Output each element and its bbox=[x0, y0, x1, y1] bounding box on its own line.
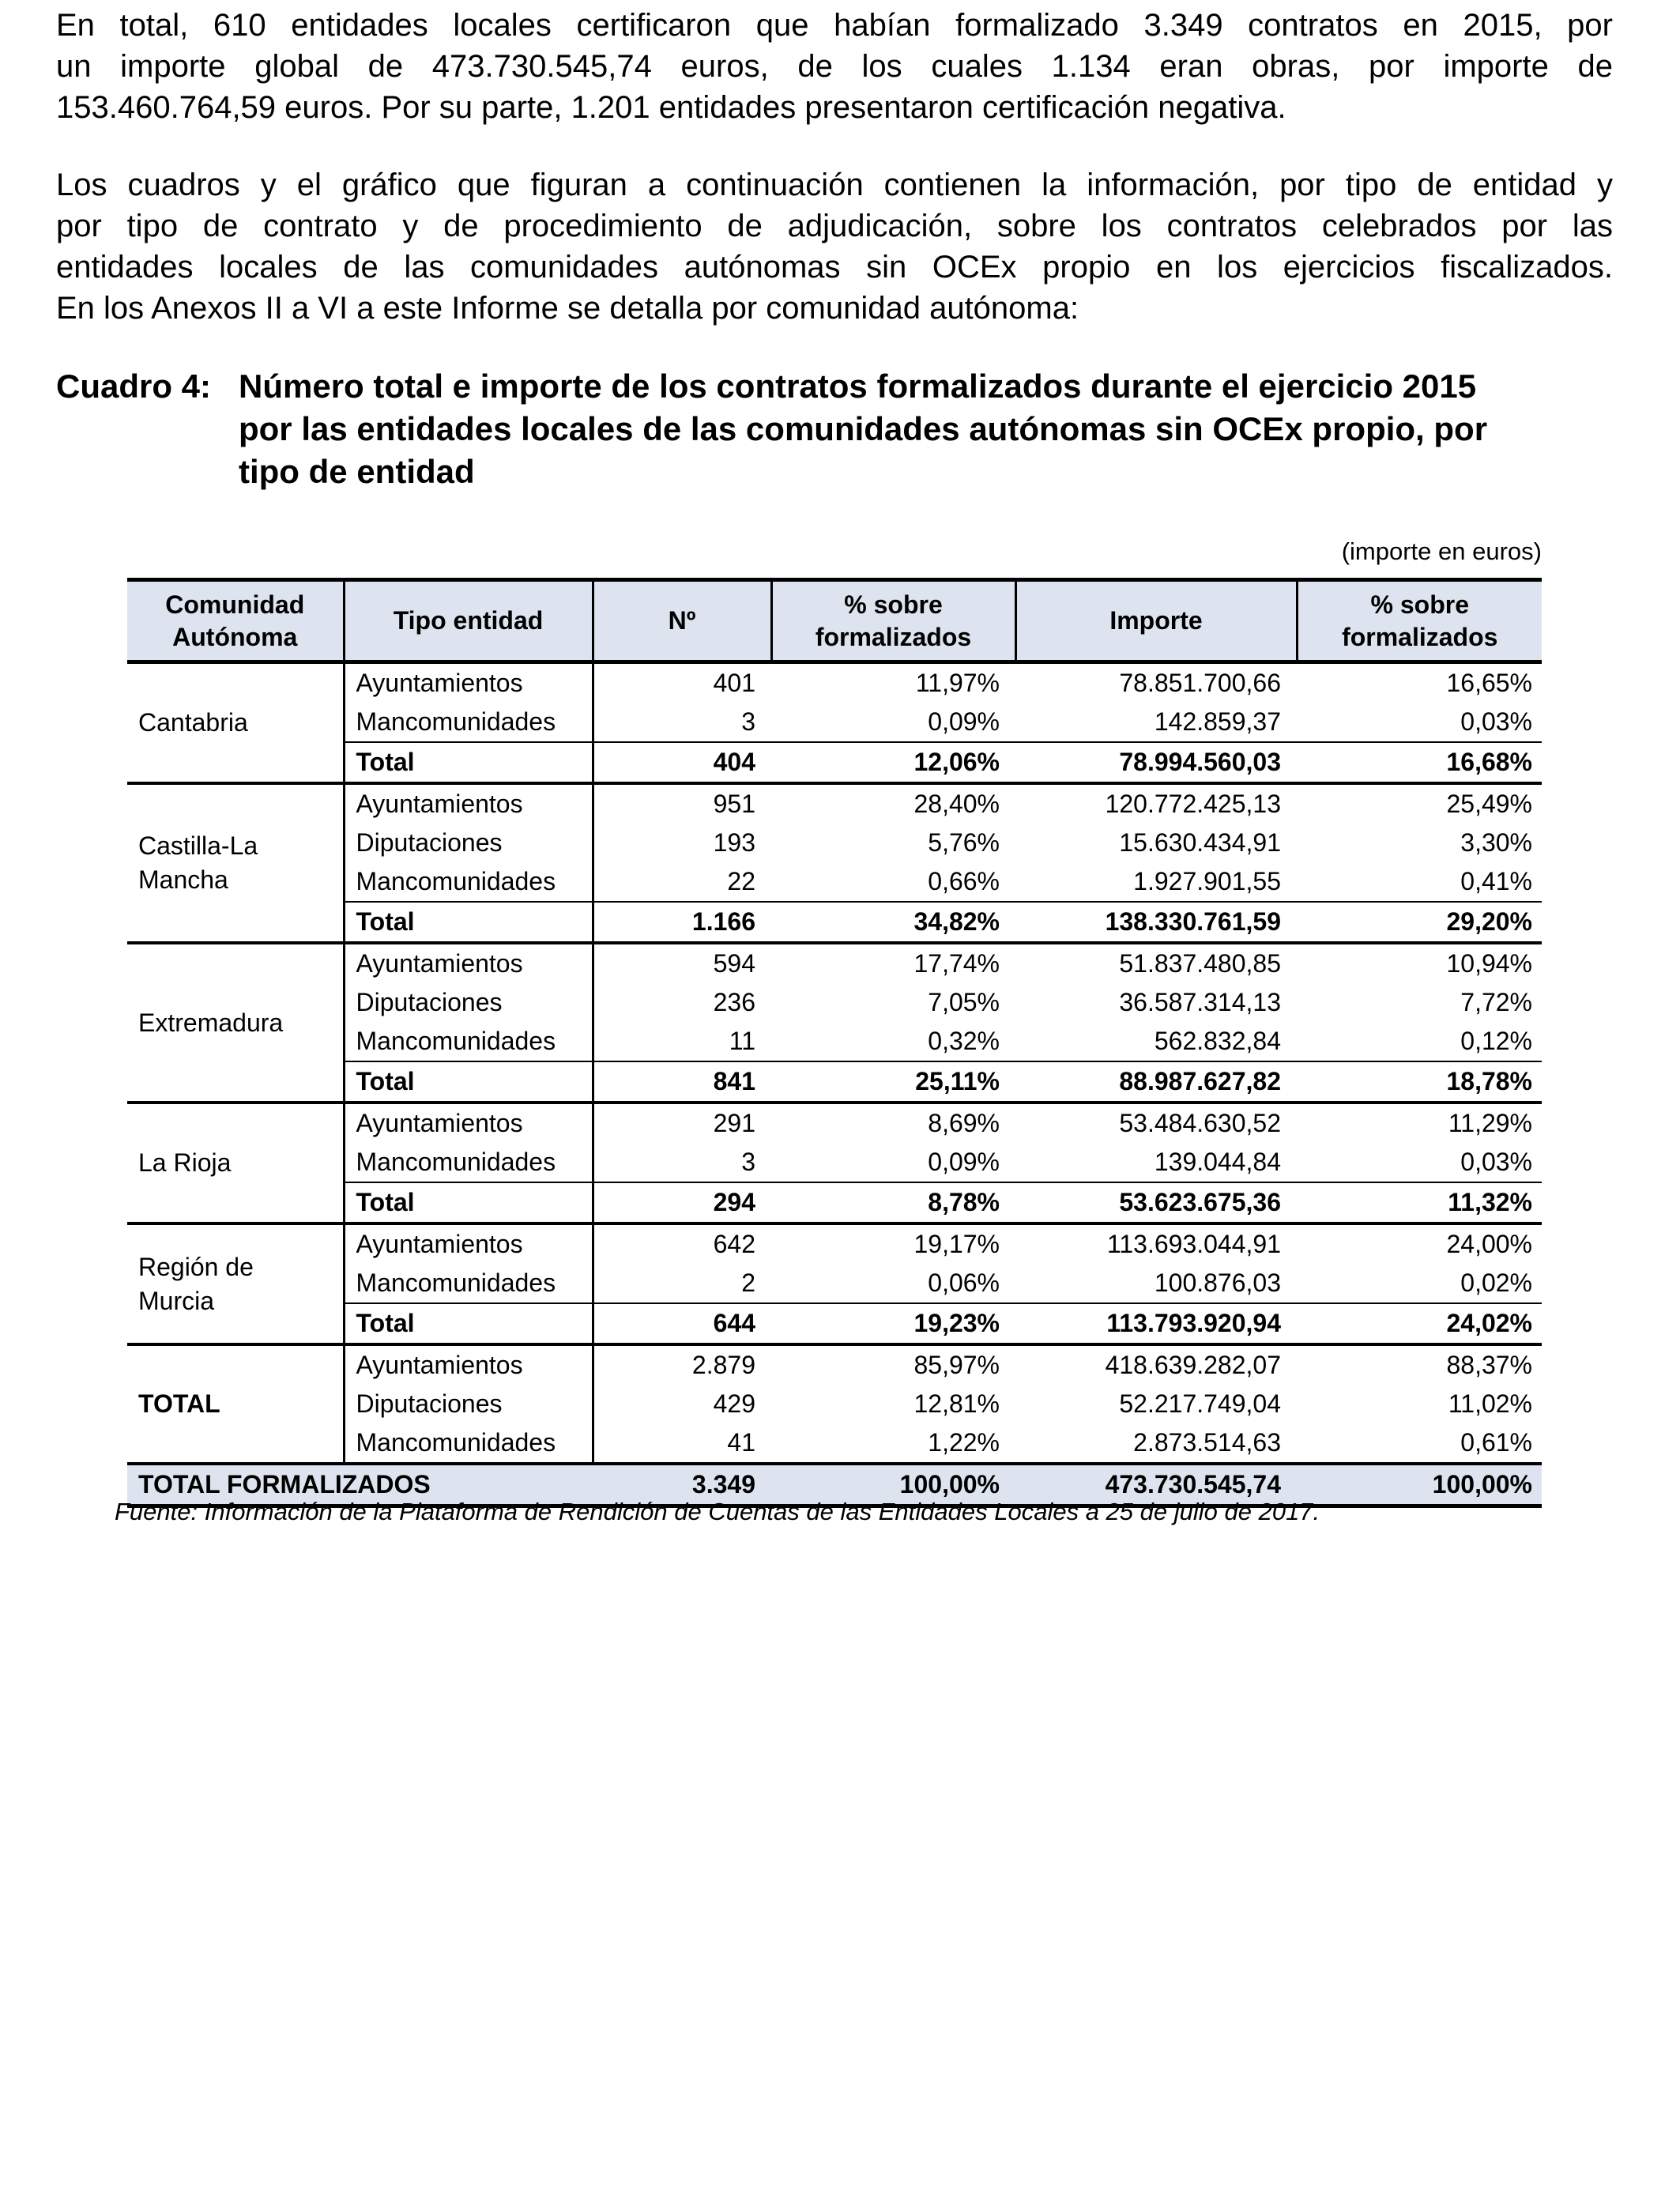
cell-numero: 841 bbox=[593, 1061, 771, 1103]
cell-numero: 401 bbox=[593, 662, 771, 703]
cell-importe: 78.851.700,66 bbox=[1119, 669, 1281, 697]
cell-pct-importe: 0,41% bbox=[1460, 867, 1532, 895]
cell-pct-importe: 24,00% bbox=[1446, 1230, 1532, 1258]
cell-tipo: Total bbox=[344, 1061, 593, 1103]
cell-importe: 113.793.920,94 bbox=[1015, 1303, 1297, 1344]
cell-importe: 51.837.480,85 bbox=[1119, 949, 1281, 978]
cell-importe: 120.772.425,13 bbox=[1105, 790, 1281, 818]
cell-numero: 2.879 bbox=[593, 1344, 771, 1385]
cell-tipo: Mancomunidades bbox=[344, 1022, 593, 1061]
grand-total-label: TOTAL FORMALIZADOS bbox=[127, 1464, 593, 1506]
cell-pct-importe: 16,65% bbox=[1446, 669, 1532, 697]
cell-pct-numero: 0,09% bbox=[928, 707, 1000, 736]
cell-tipo: Mancomunidades bbox=[344, 862, 593, 902]
cell-pct-importe: 10,94% bbox=[1446, 949, 1532, 978]
cell-numero: 1.166 bbox=[593, 902, 771, 943]
cell-tipo: Mancomunidades bbox=[344, 1423, 593, 1464]
cell-pct-importe: 88,37% bbox=[1446, 1351, 1532, 1379]
text-line: un importe global de 473.730.545,74 euros, de los cuales 1.134 eran obras, por importe de bbox=[56, 49, 1613, 84]
context-paragraph bbox=[56, 164, 1613, 329]
cell-tipo: Total bbox=[344, 742, 593, 783]
table-row bbox=[127, 1223, 1542, 1264]
cell-numero: 291 bbox=[593, 1103, 771, 1143]
intro-paragraph bbox=[56, 5, 1613, 128]
cell-tipo: Diputaciones bbox=[344, 824, 593, 862]
cell-pct-numero: 1,22% bbox=[928, 1428, 1000, 1457]
cell-pct-importe: 0,02% bbox=[1460, 1269, 1532, 1297]
cell-importe: 78.994.560,03 bbox=[1015, 742, 1297, 783]
source-note: Fuente: Información de la Plataforma de Rendición de Cuentas de las Entidades Locales a 25 de julio de 2017. bbox=[115, 1498, 1320, 1525]
cell-importe: 53.623.675,36 bbox=[1015, 1182, 1297, 1223]
grand-total-numero: 3.349 bbox=[593, 1464, 771, 1506]
cell-pct-numero: 0,09% bbox=[928, 1148, 1000, 1176]
cell-importe: 2.873.514,63 bbox=[1133, 1428, 1281, 1457]
cell-comunidad: Región de Murcia bbox=[127, 1223, 344, 1344]
cell-pct-numero: 11,97% bbox=[915, 669, 1000, 697]
grand-total-importe: 473.730.545,74 bbox=[1015, 1464, 1297, 1506]
cell-numero: 193 bbox=[593, 824, 771, 862]
caption-title bbox=[239, 365, 1629, 493]
header-comunidad: Comunidad Autónoma bbox=[127, 580, 344, 662]
cell-pct-importe: 16,68% bbox=[1297, 742, 1542, 783]
caption-line: tipo de entidad bbox=[239, 453, 475, 490]
cell-tipo: Ayuntamientos bbox=[344, 943, 593, 983]
contracts-table bbox=[127, 578, 1542, 1508]
cell-importe: 15.630.434,91 bbox=[1119, 828, 1281, 857]
text-line: por tipo de contrato y de procedimiento de adjudicación, sobre los contratos celebrados por las bbox=[56, 209, 1613, 243]
header-row bbox=[127, 580, 1542, 662]
table-row bbox=[127, 1344, 1542, 1385]
cell-pct-numero: 17,74% bbox=[913, 949, 1000, 978]
cell-pct-numero: 8,78% bbox=[771, 1182, 1015, 1223]
cell-pct-importe: 11,02% bbox=[1448, 1389, 1532, 1418]
cell-pct-importe: 25,49% bbox=[1446, 790, 1532, 818]
cell-pct-numero: 0,32% bbox=[928, 1027, 1000, 1055]
text-line: Los cuadros y el gráfico que figuran a continuación contienen la información, por tipo de entidad y bbox=[56, 168, 1613, 202]
cell-numero: 2 bbox=[593, 1264, 771, 1303]
table-row bbox=[127, 783, 1542, 824]
cell-comunidad: Extremadura bbox=[127, 943, 344, 1103]
cell-pct-numero: 12,81% bbox=[913, 1389, 1000, 1418]
unit-note: (importe en euros) bbox=[1341, 537, 1542, 565]
cell-tipo: Ayuntamientos bbox=[344, 1223, 593, 1264]
header-numero: Nº bbox=[593, 580, 771, 662]
header-tipo: Tipo entidad bbox=[344, 580, 593, 662]
cell-tipo: Diputaciones bbox=[344, 1385, 593, 1423]
caption-number: Cuadro 4: bbox=[56, 368, 212, 405]
cell-pct-numero: 7,05% bbox=[928, 988, 1000, 1016]
text-line: En los Anexos II a VI a este Informe se detalla por comunidad autónoma: bbox=[56, 291, 1079, 326]
table-row bbox=[127, 662, 1542, 703]
cell-importe: 418.639.282,07 bbox=[1105, 1351, 1281, 1379]
text-line: 153.460.764,59 euros. Por su parte, 1.201 entidades presentaron certificación negativa. bbox=[56, 90, 1286, 125]
cell-pct-numero: 85,97% bbox=[913, 1351, 1000, 1379]
cell-numero: 41 bbox=[593, 1423, 771, 1464]
cell-pct-numero: 8,69% bbox=[928, 1109, 1000, 1137]
table-row bbox=[127, 943, 1542, 983]
header-importe: Importe bbox=[1015, 580, 1297, 662]
cell-importe: 1.927.901,55 bbox=[1133, 867, 1281, 895]
cell-pct-numero: 0,06% bbox=[928, 1269, 1000, 1297]
cell-numero: 22 bbox=[593, 862, 771, 902]
cell-pct-importe: 0,12% bbox=[1460, 1027, 1532, 1055]
cell-numero: 11 bbox=[593, 1022, 771, 1061]
cell-pct-numero: 19,23% bbox=[771, 1303, 1015, 1344]
cell-numero: 236 bbox=[593, 983, 771, 1022]
cell-pct-importe: 11,29% bbox=[1448, 1109, 1532, 1137]
cell-pct-numero: 19,17% bbox=[913, 1230, 1000, 1258]
cell-tipo: Total bbox=[344, 902, 593, 943]
cell-tipo: Total bbox=[344, 1182, 593, 1223]
text-line: En total, 610 entidades locales certificaron que habían formalizado 3.349 contratos en 2015, por bbox=[56, 8, 1613, 43]
cell-pct-importe: 0,03% bbox=[1460, 707, 1532, 736]
cell-tipo: Ayuntamientos bbox=[344, 783, 593, 824]
cell-importe: 53.484.630,52 bbox=[1119, 1109, 1281, 1137]
cell-importe: 52.217.749,04 bbox=[1119, 1389, 1281, 1418]
header-pct-numero: % sobre formalizados bbox=[771, 580, 1015, 662]
header-pct-importe: % sobre formalizados bbox=[1297, 580, 1542, 662]
cell-pct-importe: 18,78% bbox=[1297, 1061, 1542, 1103]
cell-importe: 88.987.627,82 bbox=[1015, 1061, 1297, 1103]
cell-pct-importe: 11,32% bbox=[1297, 1182, 1542, 1223]
cell-numero: 429 bbox=[593, 1385, 771, 1423]
cell-pct-importe: 0,03% bbox=[1460, 1148, 1532, 1176]
cell-importe: 142.859,37 bbox=[1154, 707, 1281, 736]
cell-numero: 294 bbox=[593, 1182, 771, 1223]
cell-importe: 139.044,84 bbox=[1154, 1148, 1281, 1176]
table-row bbox=[127, 1103, 1542, 1143]
cell-tipo: Total bbox=[344, 1303, 593, 1344]
cell-numero: 3 bbox=[593, 703, 771, 742]
grand-total-pct-importe: 100,00% bbox=[1297, 1464, 1542, 1506]
cell-pct-importe: 7,72% bbox=[1460, 988, 1532, 1016]
caption-line: Número total e importe de los contratos formalizados durante el ejercicio 2015 bbox=[239, 368, 1477, 405]
cell-pct-importe: 0,61% bbox=[1460, 1428, 1532, 1457]
cell-pct-numero: 5,76% bbox=[928, 828, 1000, 857]
cell-pct-numero: 28,40% bbox=[913, 790, 1000, 818]
cell-pct-importe: 3,30% bbox=[1460, 828, 1532, 857]
cell-pct-numero: 12,06% bbox=[771, 742, 1015, 783]
cell-importe: 562.832,84 bbox=[1154, 1027, 1281, 1055]
cell-importe: 36.587.314,13 bbox=[1119, 988, 1281, 1016]
cell-comunidad: La Rioja bbox=[127, 1103, 344, 1223]
cell-pct-importe: 29,20% bbox=[1297, 902, 1542, 943]
cell-pct-numero: 25,11% bbox=[771, 1061, 1015, 1103]
cell-pct-importe: 24,02% bbox=[1297, 1303, 1542, 1344]
cell-importe: 113.693.044,91 bbox=[1106, 1230, 1281, 1258]
cell-numero: 642 bbox=[593, 1223, 771, 1264]
cell-comunidad: TOTAL bbox=[127, 1344, 344, 1464]
cell-tipo: Ayuntamientos bbox=[344, 1103, 593, 1143]
cell-tipo: Mancomunidades bbox=[344, 1143, 593, 1182]
cell-comunidad: Cantabria bbox=[127, 662, 344, 784]
cell-numero: 404 bbox=[593, 742, 771, 783]
cell-tipo: Mancomunidades bbox=[344, 703, 593, 742]
text-line: entidades locales de las comunidades autónomas sin OCEx propio en los ejercicios fiscalizados. bbox=[56, 250, 1613, 285]
cell-numero: 951 bbox=[593, 783, 771, 824]
cell-tipo: Ayuntamientos bbox=[344, 662, 593, 703]
cell-tipo: Ayuntamientos bbox=[344, 1344, 593, 1385]
cell-numero: 3 bbox=[593, 1143, 771, 1182]
cell-comunidad: Castilla-La Mancha bbox=[127, 783, 344, 943]
cell-tipo: Diputaciones bbox=[344, 983, 593, 1022]
cell-importe: 100.876,03 bbox=[1154, 1269, 1281, 1297]
grand-total-pct-numero: 100,00% bbox=[771, 1464, 1015, 1506]
cell-numero: 594 bbox=[593, 943, 771, 983]
cell-pct-numero: 0,66% bbox=[928, 867, 1000, 895]
caption-line: por las entidades locales de las comunidades autónomas sin OCEx propio, por bbox=[239, 410, 1488, 447]
cell-importe: 138.330.761,59 bbox=[1015, 902, 1297, 943]
cell-tipo: Mancomunidades bbox=[344, 1264, 593, 1303]
cell-numero: 644 bbox=[593, 1303, 771, 1344]
cell-pct-numero: 34,82% bbox=[771, 902, 1015, 943]
